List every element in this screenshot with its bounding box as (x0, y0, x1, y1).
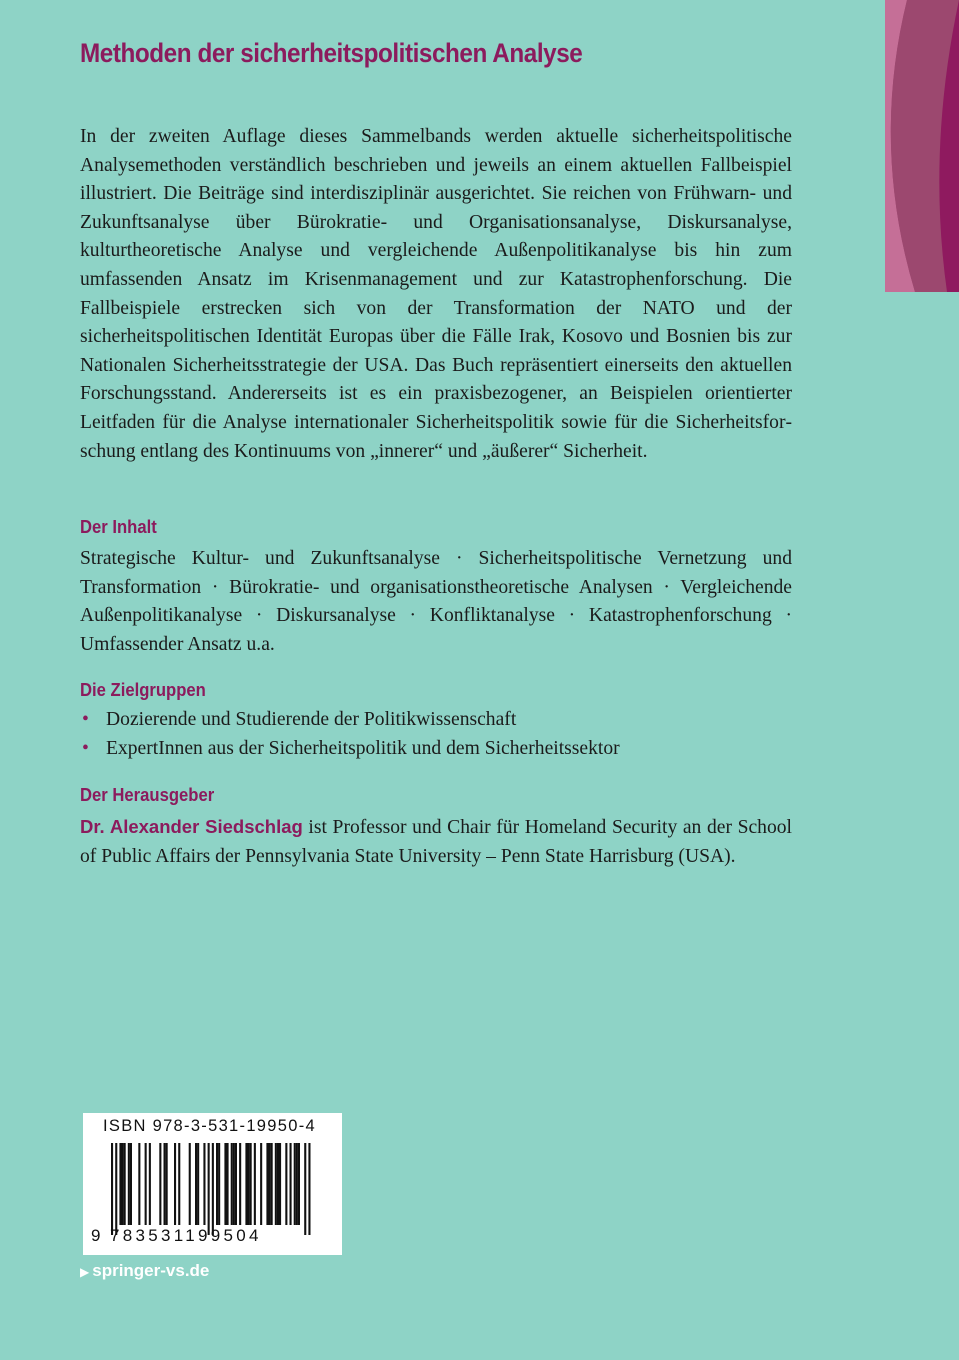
barcode-bar (248, 1143, 250, 1225)
barcode-bar (130, 1143, 132, 1225)
barcode-bar (231, 1143, 233, 1225)
barcode-bar (250, 1143, 252, 1225)
barcode-bar (166, 1143, 168, 1225)
barcode-bar (124, 1143, 126, 1225)
barcode-bar (227, 1143, 229, 1225)
barcode-bar (290, 1143, 292, 1225)
isbn-barcode (83, 1113, 342, 1255)
barcode-bar (122, 1143, 124, 1225)
editor-name: Dr. Alexander Siedschlag (80, 816, 303, 837)
barcode-bar (260, 1143, 262, 1225)
website-link[interactable] (80, 1261, 209, 1281)
barcode-bar (277, 1143, 279, 1225)
bullet-icon: • (82, 709, 89, 730)
description-text: In der zweiten Auflage dieses Sammelbands werden aktuelle sicherheitspolitische Analysemethoden verständlich beschrieben und jeweils an einem aktuellen Fallbeispiel illustriert. Die Beiträge sind interdisziplinär ausgerichtet. Sie reichen von Frühwarn- und Zukunftsanalyse über Bürokratie- und Organisationsanalyse, Diskursanalyse, kulturtheoretische Analyse und vergleichende Außenpolitikanalyse bis hin zum umfassenden Ansatz im Krisenmanagement und zur Katastrophenforschung. Die Fallbeispiele erstrecken sich von der Transformation der NATO und der sicherheitspolitischen Identität Europas über die Fälle Irak, Kosovo und Bosnien bis zur Nationalen Sicherheitsstrategie der USA. Das Buch repräsentiert einerseits den aktuellen Forschungsstand. Andererseits ist es ein praxisbezogener, an Beispielen orientierter Leitfaden für die Analyse internationaler Sicherheitspolitik sowie für die Sicherheitsforschung entlang des Kontinuums von „innerer“ und „äußerer“ Sicherheit. (80, 126, 792, 462)
barcode-bar (197, 1143, 199, 1225)
contents-heading: Der Inhalt (80, 516, 157, 537)
barcode-bar (164, 1143, 166, 1225)
barcode-bar (308, 1143, 310, 1235)
ean-digits: 783531199504 (110, 1226, 262, 1245)
barcode-bar (254, 1143, 256, 1225)
barcode-bar (128, 1143, 130, 1225)
barcode-bar (218, 1143, 220, 1225)
barcode-bar (119, 1143, 121, 1225)
barcode-bar (216, 1143, 218, 1225)
barcode-bar (115, 1143, 117, 1235)
website-text: springer-vs.de (92, 1261, 210, 1280)
audience-item-text: Dozierende und Studierende der Politikwissenschaft (106, 709, 517, 730)
audience-heading: Die Zielgruppen (80, 679, 206, 700)
barcode-bar (189, 1143, 191, 1225)
barcode-bar (111, 1143, 113, 1235)
corner-decoration (885, 0, 959, 292)
barcode-bar (235, 1143, 237, 1225)
barcode-bar (145, 1143, 147, 1225)
bullet-icon: • (82, 737, 89, 759)
barcode-bar (304, 1143, 306, 1235)
barcode-bar (296, 1143, 298, 1225)
description (80, 123, 792, 466)
audience-item (80, 706, 792, 735)
editor-bio: ist Professor und Chair für Homeland Security an der School of Public Affairs der Pennsylvania State University – Penn State Harrisburg (USA). (80, 817, 793, 867)
barcode-bar (138, 1143, 140, 1225)
barcode-bar (203, 1143, 205, 1225)
contents-section (80, 545, 792, 659)
barcode-bar (233, 1143, 235, 1225)
barcode-bar (195, 1143, 197, 1225)
barcode-bar (298, 1143, 300, 1225)
audience-item (80, 735, 792, 764)
contents-text: Strategische Kultur- und Zukunftsanalyse · Sicherheitspolitische Vernetzung und Transformation · Bürokratie- und organisationstheoretische Analysen · Vergleichende Außenpolitikanalyse · Diskursanalyse · Konfliktanalyse · Katastrophenforschung · Umfassender Ansatz u.a. (80, 548, 792, 655)
barcode-bar (275, 1143, 277, 1225)
barcode-bar (224, 1143, 226, 1225)
barcode-bar (208, 1143, 210, 1235)
barcode-bar (279, 1143, 281, 1225)
barcode-bar (285, 1143, 287, 1225)
isbn-label: ISBN 978-3-531-19950-4 (103, 1117, 316, 1135)
book-title: Methoden der sicherheitspolitischen Analyse (80, 38, 583, 68)
barcode-bar (269, 1143, 271, 1225)
barcode-bar (174, 1143, 176, 1225)
barcode-bar (266, 1143, 268, 1225)
barcode-bar (271, 1143, 273, 1225)
barcode-bar (212, 1143, 214, 1235)
editor-section (80, 813, 792, 871)
editor-heading: Der Herausgeber (80, 784, 215, 805)
barcode-bar (294, 1143, 296, 1225)
barcode-bar (245, 1143, 247, 1225)
arrow-right-icon: ▶ (80, 1265, 90, 1279)
audience-list (80, 706, 792, 763)
barcode-bar (178, 1143, 180, 1225)
barcode-bar (149, 1143, 151, 1225)
audience-item-text: ExpertInnen aus der Sicherheitspolitik und dem Sicherheitssektor (106, 737, 620, 759)
barcode-bar (239, 1143, 241, 1225)
editor-paragraph (80, 813, 792, 871)
ean-first-digit: 9 (91, 1226, 101, 1245)
barcode-bar (159, 1143, 161, 1225)
